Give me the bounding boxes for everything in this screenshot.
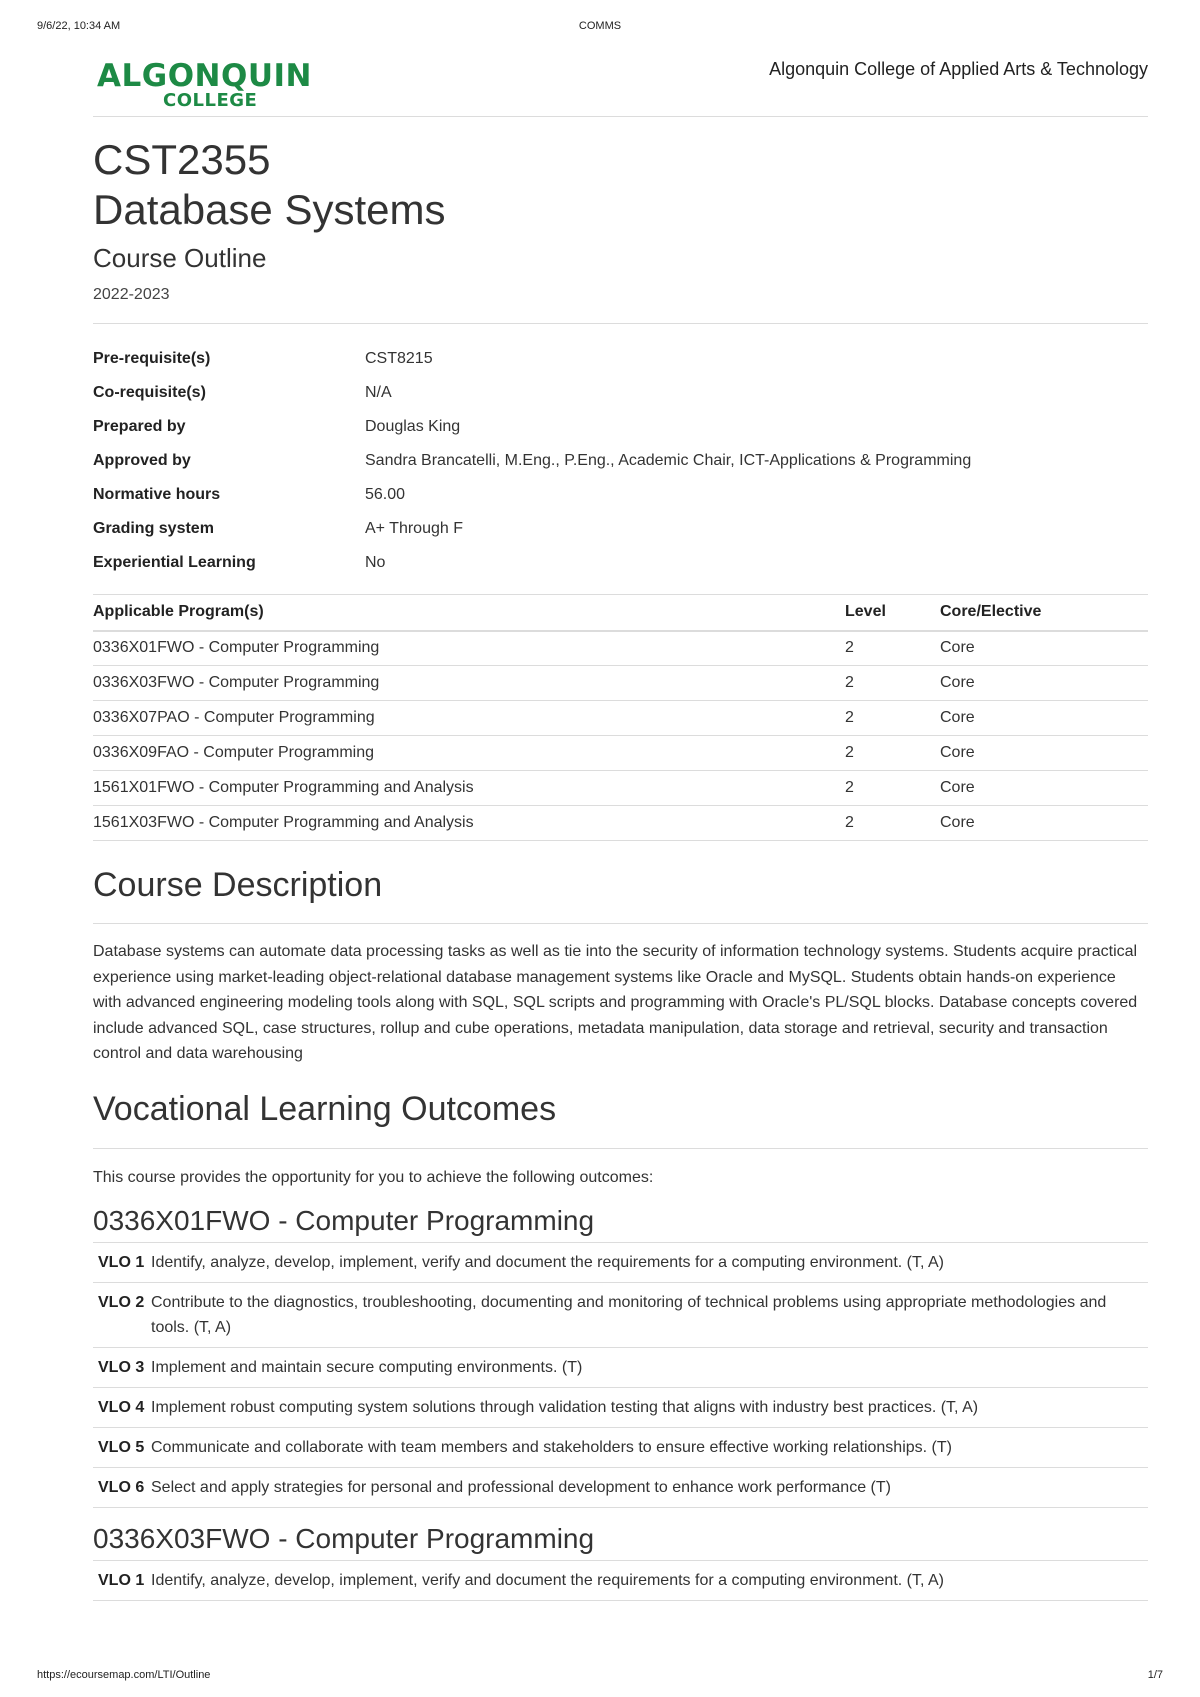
vlo-text: Select and apply strategies for personal and professional development to enhance work performance (T): [151, 1468, 1148, 1508]
program-cell: 1561X01FWO - Computer Programming and Analysis: [93, 771, 845, 806]
course-outline: [93, 55, 1148, 1601]
divider: [93, 323, 1148, 324]
course-name: Database Systems: [93, 186, 446, 233]
col-level-header: Level: [845, 595, 940, 631]
print-url: https://ecoursemap.com/LTI/Outline: [37, 1669, 211, 1681]
vlo-row: [93, 1348, 1148, 1388]
logo-line2: COLLEGE: [163, 90, 258, 111]
level-cell: 2: [845, 631, 940, 666]
meta-row: [93, 410, 1148, 444]
vlo-code: VLO 2: [93, 1283, 151, 1348]
level-cell: 2: [845, 736, 940, 771]
table-header-row: [93, 595, 1148, 631]
page-counter: 1/7: [1147, 1669, 1163, 1681]
meta-value: A+ Through F: [365, 520, 463, 537]
meta-row: [93, 512, 1148, 546]
meta-label: Experiential Learning: [93, 554, 256, 571]
program-cell: 0336X03FWO - Computer Programming: [93, 666, 845, 701]
meta-label: Pre-requisite(s): [93, 350, 211, 367]
meta-label: Co-requisite(s): [93, 384, 206, 401]
table-row: [93, 666, 1148, 701]
vlo-code: VLO 3: [93, 1348, 151, 1388]
level-cell: 2: [845, 666, 940, 701]
table-row: [93, 701, 1148, 736]
college-name: Algonquin College of Applied Arts & Technology: [769, 59, 1148, 79]
col-type-header: Core/Elective: [940, 595, 1148, 631]
meta-value: 56.00: [365, 486, 406, 503]
divider: [93, 1148, 1148, 1149]
vlo-code: VLO 1: [93, 1243, 151, 1283]
vlo-text: Implement and maintain secure computing environments. (T): [151, 1348, 1148, 1388]
vlo-text: Contribute to the diagnostics, troubleshooting, documenting and monitoring of technical problems using appropriate methodologies and tools. (T, A): [151, 1283, 1148, 1348]
meta-label: Grading system: [93, 520, 214, 537]
vlo-row: [93, 1283, 1148, 1348]
meta-value: CST8215: [365, 350, 433, 367]
vlo-code: VLO 4: [93, 1388, 151, 1428]
meta-value: N/A: [365, 384, 392, 401]
meta-value: No: [365, 554, 386, 571]
programs-table: [93, 594, 1148, 841]
algonquin-logo: [97, 58, 312, 111]
vlo-row: [93, 1561, 1148, 1601]
type-cell: Core: [940, 701, 1148, 736]
vlo-text: Identify, analyze, develop, implement, verify and document the requirements for a computing environment. (T, A): [151, 1243, 1148, 1283]
meta-value: Sandra Brancatelli, M.Eng., P.Eng., Academic Chair, ICT-Applications & Programming: [365, 452, 972, 469]
title-block: [93, 135, 1148, 304]
program-cell: 0336X01FWO - Computer Programming: [93, 631, 845, 666]
vlo-text: Communicate and collaborate with team members and stakeholders to ensure effective working relationships. (T): [151, 1428, 1148, 1468]
program-cell: 1561X03FWO - Computer Programming and Analysis: [93, 806, 845, 841]
vlo-intro: This course provides the opportunity for you to achieve the following outcomes:: [93, 1168, 654, 1186]
table-row: [93, 736, 1148, 771]
vlo-text: Identify, analyze, develop, implement, verify and document the requirements for a computing environment. (T, A): [151, 1561, 1148, 1601]
meta-row: [93, 546, 1148, 580]
course-meta: [93, 342, 1148, 580]
type-cell: Core: [940, 771, 1148, 806]
table-row: [93, 806, 1148, 841]
meta-row: [93, 478, 1148, 512]
vlo-row: [93, 1243, 1148, 1283]
level-cell: 2: [845, 806, 940, 841]
print-title: COMMS: [578, 20, 622, 32]
divider: [93, 923, 1148, 924]
meta-label: Normative hours: [93, 486, 221, 503]
meta-label: Prepared by: [93, 418, 186, 435]
type-cell: Core: [940, 666, 1148, 701]
meta-row: [93, 444, 1148, 478]
vlo-code: VLO 5: [93, 1428, 151, 1468]
table-row: [93, 771, 1148, 806]
program-cell: 0336X07PAO - Computer Programming: [93, 701, 845, 736]
brand-bar: [93, 55, 1148, 125]
col-program-header: Applicable Program(s): [93, 595, 845, 631]
program-vlo-heading: 0336X03FWO - Computer Programming: [93, 1523, 595, 1554]
table-row: [93, 631, 1148, 666]
vlo-heading: Vocational Learning Outcomes: [93, 1089, 557, 1128]
meta-value: Douglas King: [365, 418, 461, 435]
vlo-text: Implement robust computing system solutions through validation testing that aligns with industry best practices. (T, A): [151, 1388, 1148, 1428]
course-description-heading: Course Description: [93, 866, 383, 904]
vlo-table: [93, 1242, 1148, 1508]
vlo-row: [93, 1388, 1148, 1428]
program-vlo-heading: 0336X01FWO - Computer Programming: [93, 1205, 595, 1236]
course-description-text: Database systems can automate data processing tasks as well as tie into the security of information technology systems. Students acquire practical experience using market-leading object-relational database management systems like Oracle and MySQL. Students obtain hands-on experience with advanced engineering modeling tools along with SQL, SQL scripts and programming with Oracle's PL/SQL blocks. Database concepts covered include advanced SQL, case structures, rollup and cube operations, metadata manipulation, data storage and retrieval, security and transaction control and data warehousing: [93, 943, 1138, 1062]
print-datetime: 9/6/22, 10:34 AM: [37, 20, 121, 32]
level-cell: 2: [845, 771, 940, 806]
type-cell: Core: [940, 631, 1148, 666]
print-header: [37, 20, 1163, 36]
program-cell: 0336X09FAO - Computer Programming: [93, 736, 845, 771]
vlo-code: VLO 6: [93, 1468, 151, 1508]
vlo-table: [93, 1560, 1148, 1601]
type-cell: Core: [940, 806, 1148, 841]
course-code: CST2355: [93, 136, 271, 183]
level-cell: 2: [845, 701, 940, 736]
logo-line1: ALGONQUIN: [97, 58, 312, 94]
academic-year: 2022-2023: [93, 286, 170, 303]
type-cell: Core: [940, 736, 1148, 771]
print-footer: [37, 1669, 1163, 1685]
meta-row: [93, 376, 1148, 410]
meta-label: Approved by: [93, 452, 191, 469]
page-subtitle: Course Outline: [93, 243, 267, 273]
vlo-code: VLO 1: [93, 1561, 151, 1601]
vlo-row: [93, 1428, 1148, 1468]
meta-row: [93, 342, 1148, 376]
vlo-row: [93, 1468, 1148, 1508]
